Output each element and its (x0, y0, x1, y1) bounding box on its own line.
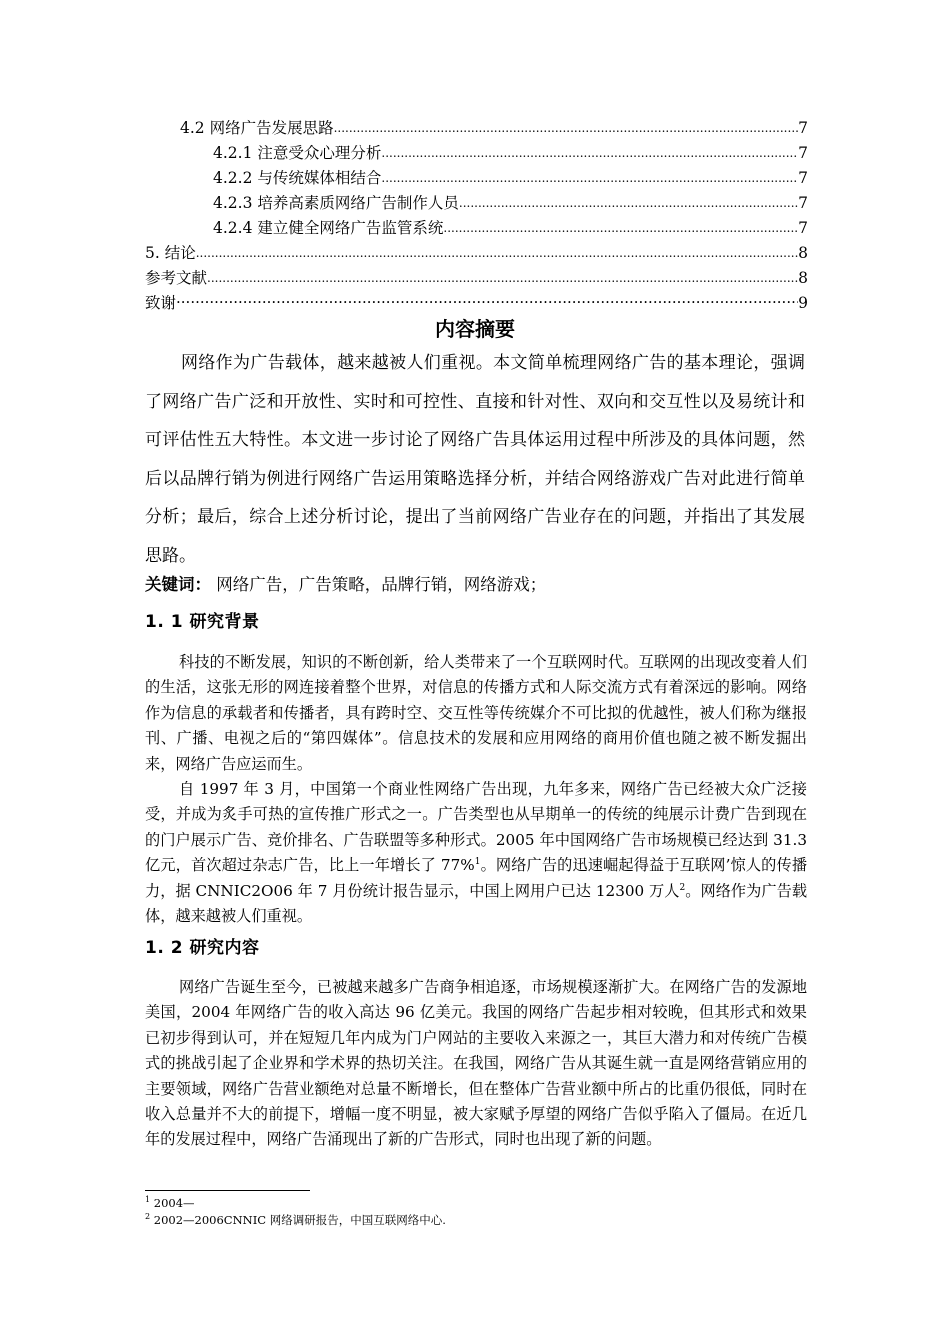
keywords-value: 网络广告，广告策略，品牌行销，网络游戏； (216, 575, 547, 594)
toc-entry-page: 7 (798, 144, 808, 162)
toc-entry-page: 7 (798, 194, 808, 212)
toc-entry-label: 5. 结论 (145, 244, 196, 262)
toc-entry-label: 4.2.3 培养高素质网络广告制作人员 (213, 194, 459, 212)
paragraph-text: 。网络广告的迅速崛起得益于互联网’惊人的传播力，据 CNNIC2O06 年 7 月份统计报告显示，中国上网用户已达 12300 万人 (145, 856, 808, 900)
toc-entry-label: 致谢 (145, 294, 177, 312)
paragraph-background-1: 科技的不断发展，知识的不断创新，给人类带来了一个互联网时代。互联网的出现改变着人们的生活，这张无形的网连接着整个世界，对信息的传播方式和人际交流方式有着深远的影响。网络作为信息的承载者和传播者，具有跨时空、交互性等传统媒介不可比拟的优越性，被人们称为继报刊、广播、电视之后的“第四媒体”。信息技术的发展和应用网络的商用价值也随之被不断发掘出来，网络广告应运而生。 (145, 653, 807, 773)
paragraph-background-2 (145, 777, 807, 929)
toc-entry-page: 7 (798, 119, 808, 137)
footnote-text: 2004— (150, 1196, 195, 1210)
paragraph-content-1: 网络广告诞生至今，已被越来越多广告商争相追逐，市场规模逐渐扩大。在网络广告的发源地美国，2004 年网络广告的收入高达 96 亿美元。我国的网络广告起步相对较晚，但其形式和效果已初步得到认可，并在短短几年内成为门户网站的主要收入来源之一，其巨大潜力和对传统广告模式的挑战引起了企业界和学术界的热切关注。在我国，网络广告从其诞生就一直是网络营销应用的主要领域，网络广告营业额绝对总量不断增长，但在整体广告营业额中所占的比重仍很低，同时在收入总量并不大的前提下，增幅一度不明显，被大家赋予厚望的网络广告似乎陷入了僵局。在近几年的发展过程中，网络广告涌现出了新的广告形式，同时也出现了新的问题。 (145, 978, 807, 1149)
footnote-separator (145, 1190, 310, 1191)
toc-entry-page: 9 (798, 294, 808, 312)
toc-dot-leader (381, 141, 798, 166)
toc-entry-label: 4.2.2 与传统媒体相结合 (213, 169, 382, 187)
toc-entry[interactable] (145, 191, 808, 216)
keywords-line (145, 570, 805, 600)
toc-entry-page: 7 (798, 169, 808, 187)
abstract-title: 内容摘要 (435, 317, 515, 341)
toc-dot-leader (196, 241, 798, 266)
toc-dot-leader (381, 166, 798, 191)
footnote-ref[interactable]: 2 (679, 882, 686, 893)
toc-entry[interactable] (145, 116, 808, 141)
toc-entry-label: 4.2.4 建立健全网络广告监管系统 (213, 219, 444, 237)
paragraph-text: 自 1997 年 3 月，中国第一个商业性网络广告出现，九年多来，网络广告已经被大众广泛接受，并成为炙手可热的宣传推广形式之一。广告类型也从早期单一的传统的纯展示计费广告到现在的门户展示广告、竞价排名、广告联盟等多种形式。2005 年中国网络广告市场规模已经达到 31.3 亿元，首次超过杂志广告，比上一年增长了 77% (145, 780, 807, 875)
paragraph-text: 。网络作为广告载体，越来越被人们重视。 (145, 881, 808, 926)
toc-entry-label: 参考文献 (145, 269, 208, 287)
toc-entry-label: 4.2.1 注意受众心理分析 (213, 144, 382, 162)
toc-entry[interactable] (145, 141, 808, 166)
footnote-text: 2002—2006CNNIC 网络调研报告，中国互联网络中心. (150, 1213, 446, 1227)
footnote-1 (145, 1195, 195, 1211)
toc-entry-page: 8 (798, 269, 808, 287)
footnote-mark: 2 (145, 1212, 151, 1222)
toc-entry-page: 8 (798, 244, 808, 262)
toc-entry[interactable] (145, 241, 808, 266)
toc-dot-leader (334, 116, 799, 141)
keywords-label: 关键词： (145, 575, 211, 594)
footnote-mark: 1 (145, 1195, 151, 1205)
toc-dot-leader (443, 216, 798, 241)
toc-dot-leader (459, 191, 798, 216)
abstract-text: 网络作为广告载体，越来越被人们重视。本文简单梳理网络广告的基本理论，强调了网络广告广泛和开放性、实时和可控性、直接和针对性、双向和交互性以及易统计和可评估性五大特性。本文进一步讨论了网络广告具体运用过程中所涉及的具体问题，然后以品牌行销为例进行网络广告运用策略选择分析，并结合网络游戏广告对此进行简单分析；最后，综合上述分析讨论，提出了当前网络广告业存在的问题，并指出了其发展思路。 (145, 353, 805, 566)
toc-entry-label: 4.2 网络广告发展思路 (180, 119, 334, 137)
toc-entry[interactable] (145, 166, 808, 191)
footnote-ref[interactable]: 1 (474, 857, 481, 868)
toc-dot-leader (207, 266, 798, 291)
footnote-2 (145, 1212, 446, 1228)
toc-entry-page: 7 (798, 219, 808, 237)
toc-entry[interactable] (145, 216, 808, 241)
section-heading-content: 1. 2 研究内容 (145, 938, 260, 958)
toc-entry[interactable] (145, 266, 808, 291)
section-heading-background: 1. 1 研究背景 (145, 612, 260, 632)
table-of-contents (145, 116, 808, 316)
